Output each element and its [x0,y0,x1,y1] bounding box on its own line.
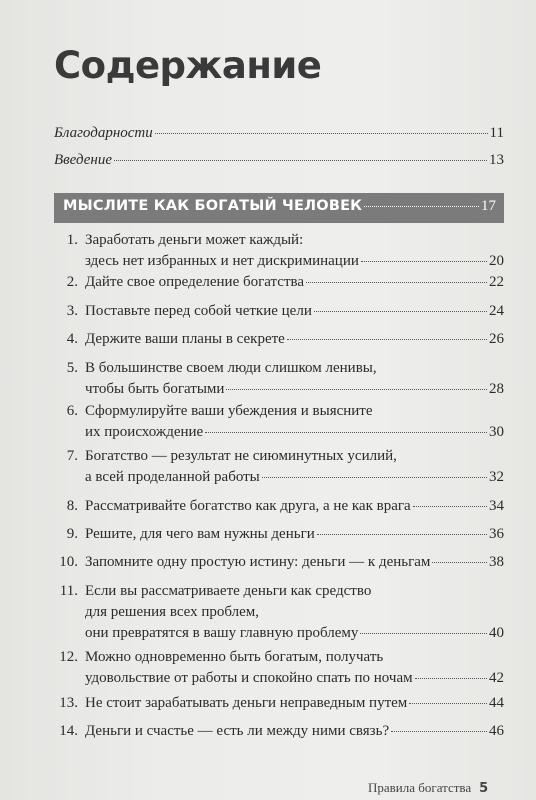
page-footer [368,780,488,796]
entry-title-line: В большинстве своем люди слишком ленивы, [85,360,377,376]
entry-last-line [85,496,504,517]
entry-last-line [85,524,504,545]
entry-last-line [85,301,504,322]
entry-page-number: 46 [489,723,504,739]
dot-leader [364,205,479,207]
entry-page-number: 13 [489,152,504,168]
entry-number: 2. [66,274,78,290]
section-header-line [63,198,496,215]
entry-number: 1. [66,232,78,248]
entry-title-line: удовольствие от работы и спокойно спать по ночам [85,670,413,686]
entry-line [85,647,504,668]
entry-page-number: 11 [489,125,504,141]
toc-front-entry[interactable] [54,150,504,171]
entry-page-number: 24 [489,303,504,319]
entry-last-line [85,251,504,272]
entry-line [85,358,504,379]
dot-leader [317,533,487,535]
entry-last-line [85,552,504,573]
entry-title-line: Не стоит зарабатывать деньги неправедным путем [85,695,408,711]
dot-leader [361,260,487,262]
entry-line [85,602,504,623]
page-title: Содержание [54,44,322,87]
entry-page-number: 28 [489,381,504,397]
entry-page-number: 36 [489,526,504,542]
running-footer-title: Правила богатства [368,780,472,795]
entry-page-number: 42 [489,670,504,686]
entry-title-line: здесь нет избранных и нет дискриминации [85,253,359,269]
dot-leader [287,338,487,340]
entry-title-line: Можно одновременно быть богатым, получать [85,649,384,665]
entry-page-number: 38 [489,554,504,570]
entry-title-line: для решения всех проблем, [85,604,260,620]
dot-leader [415,677,487,679]
entry-page-number: 22 [489,274,504,290]
dot-leader [205,431,487,433]
dot-leader [391,730,487,732]
entry-number: 14. [59,723,78,739]
toc-front-entry[interactable] [54,123,504,144]
entry-last-line [85,467,504,488]
entry-number: 6. [66,403,78,419]
entry-number: 4. [66,331,78,347]
entry-number: 13. [59,695,78,711]
entry-last-line [85,721,504,742]
entry-title: Благодарности [54,125,153,141]
entry-title-line: Решите, для чего вам нужны деньги [85,526,315,542]
entry-page-number: 26 [489,331,504,347]
footer-page-number: 5 [479,781,489,796]
entry-line [85,401,504,422]
entry-title-line: Заработать деньги может каждый: [85,232,304,248]
dot-leader [314,310,487,312]
dot-leader [262,476,487,478]
entry-number: 7. [66,448,78,464]
entry-title-line: Если вы рассматриваете деньги как средство [85,583,372,599]
entry-number: 12. [59,649,78,665]
entry-page-number: 34 [489,498,504,514]
dot-leader [114,159,487,161]
dot-leader [306,281,487,283]
entry-last-line [85,422,504,443]
entry-number: 10. [59,554,78,570]
entry-title: Введение [54,152,112,168]
entry-title-line: Сформулируйте ваши убеждения и выясните [85,403,373,419]
dot-leader [360,632,487,634]
entry-title-line: их происхождение [85,424,204,440]
entry-title-line: Поставьте перед собой четкие цели [85,303,312,319]
entry-line [85,581,504,602]
entry-title-line: Богатство — результат не сиюминутных усилий, [85,448,397,464]
dot-leader [155,132,488,134]
dot-leader [226,388,487,390]
section-title: МЫСЛИТЕ КАК БОГАТЫЙ ЧЕЛОВЕК [63,198,363,214]
dot-leader [413,505,487,507]
entry-title-line: Рассматривайте богатство как друга, а не как врага [85,498,411,514]
entry-title-line: Дайте свое определение богатства [85,274,305,290]
entry-number: 8. [66,498,78,514]
dot-leader [409,702,487,704]
entry-page-number: 40 [489,625,504,641]
entry-number: 5. [66,360,78,376]
entry-last-line [85,623,504,644]
entry-line [85,446,504,467]
entry-page-number: 20 [489,253,504,269]
entry-title-line: они превратятся в вашу главную проблему [85,625,359,641]
entry-number: 9. [66,526,78,542]
entry-page-number: 44 [489,695,504,711]
entry-last-line [85,329,504,350]
entry-last-line [85,379,504,400]
dot-leader [432,561,487,563]
entry-title-line: Запомните одну простую истину: деньги — к деньгам [85,554,431,570]
entry-title-line: чтобы быть богатыми [85,381,225,397]
entry-last-line [85,272,504,293]
entry-line [85,230,504,251]
section-page-number: 17 [481,198,496,214]
section-header-bar [54,193,504,223]
entry-page-number: 32 [489,469,504,485]
entry-number: 11. [59,583,78,599]
entry-title-line: а всей проделанной работы [85,469,260,485]
entry-title-line: Держите ваши планы в секрете [85,331,285,347]
entry-title-line: Деньги и счастье — есть ли между ними связь? [85,723,390,739]
entry-last-line [85,668,504,689]
entry-page-number: 30 [489,424,504,440]
entry-last-line [85,693,504,714]
entry-number: 3. [66,303,78,319]
